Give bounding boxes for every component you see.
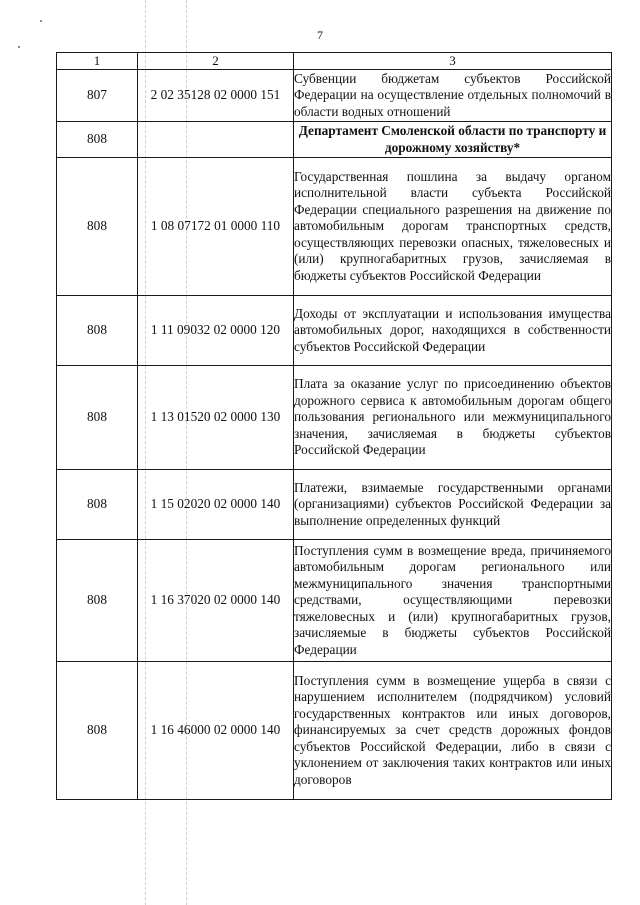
table-header-row [57, 53, 612, 70]
description-cell: Субвенции бюджетам субъектов Российской Федерации на осуществление отдельных полномочий в области водных отношений [294, 70, 612, 122]
page-number: 7 [317, 28, 323, 42]
column-header: 3 [294, 53, 612, 70]
kbk-cell: 1 08 07172 01 0000 110 [138, 158, 294, 296]
admin-code-cell: 808 [57, 366, 138, 470]
admin-code-cell: 808 [57, 122, 138, 158]
description-cell: Доходы от эксплуатации и использования имущества автомобильных дорог, находящихся в собственности субъектов Российской Федерации [294, 296, 612, 366]
admin-code-cell: 808 [57, 296, 138, 366]
admin-code-cell: 808 [57, 662, 138, 800]
admin-code-cell: 808 [57, 540, 138, 662]
scan-speck [40, 20, 42, 22]
table-row [57, 662, 612, 800]
kbk-cell: 1 16 46000 02 0000 140 [138, 662, 294, 800]
table-row [57, 70, 612, 122]
department-name-cell: Департамент Смоленской области по транспорту и дорожному хозяйству* [294, 122, 612, 158]
admin-code-cell: 808 [57, 158, 138, 296]
description-cell: Поступления сумм в возмещение ущерба в связи с нарушением исполнителем (подрядчиком) условий государственных контрактов или иных договоров, финансируемых за счет средств дорожных фондов субъектов Российской Федерации, либо в связи с уклонением от заключения таких контрактов или иных договоров [294, 662, 612, 800]
kbk-cell: 1 13 01520 02 0000 130 [138, 366, 294, 470]
admin-code-cell: 807 [57, 70, 138, 122]
kbk-cell [138, 122, 294, 158]
kbk-cell: 1 11 09032 02 0000 120 [138, 296, 294, 366]
table-row [57, 296, 612, 366]
kbk-cell: 1 15 02020 02 0000 140 [138, 470, 294, 540]
table-row [57, 158, 612, 296]
table-row [57, 366, 612, 470]
table-row-department [57, 122, 612, 158]
description-cell: Плата за оказание услуг по присоединению объектов дорожного сервиса к автомобильным дорогам общего пользования регионального или межмуниципального значения, зачисляемая в бюджеты субъектов Российской Федерации [294, 366, 612, 470]
table-row [57, 470, 612, 540]
kbk-cell: 1 16 37020 02 0000 140 [138, 540, 294, 662]
description-cell: Поступления сумм в возмещение вреда, причиняемого автомобильным дорогам регионального или межмуниципального значения транспортными средствами, осуществляющими перевозки тяжеловесных и (или) крупногабаритных грузов, зачисляемые в бюджеты субъектов Российской Федерации [294, 540, 612, 662]
column-header: 1 [57, 53, 138, 70]
kbk-cell: 2 02 35128 02 0000 151 [138, 70, 294, 122]
column-header: 2 [138, 53, 294, 70]
table-row [57, 540, 612, 662]
description-cell: Платежи, взимаемые государственными органами (организациями) субъектов Российской Федерации за выполнение определенных функций [294, 470, 612, 540]
admin-code-cell: 808 [57, 470, 138, 540]
scan-speck [18, 46, 20, 48]
revenue-administrators-table [56, 52, 612, 800]
description-cell: Государственная пошлина за выдачу органом исполнительной власти субъекта Российской Федерации специального разрешения на движение по автомобильным дорогам транспортных средств, осуществляющих перевозки опасных, тяжеловесных и (или) крупногабаритных грузов, зачисляемая в бюджеты субъектов Российской Федерации [294, 158, 612, 296]
